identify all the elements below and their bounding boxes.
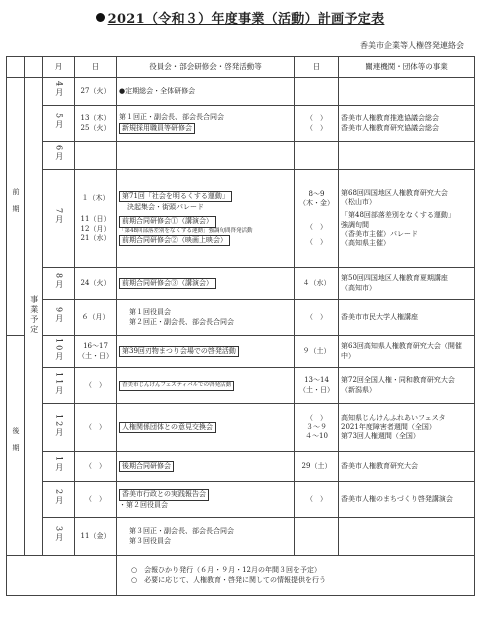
activity-cell: 人権関係団体との意見交換会 [117, 404, 295, 452]
ext-day-cell: （ ） （ ） [295, 106, 339, 142]
table-row [7, 170, 475, 268]
month-cell: 4月 [43, 78, 75, 106]
day-cell: （ ） [75, 368, 117, 404]
related-cell: 第63回高知県人権教育研究大会（開催中） [339, 336, 475, 368]
activity-cell: 香美市じんけんフェスティバルでの啓発活動 [117, 368, 295, 404]
related-cell: 香美市人権教育推進協議会総会 香美市人権教育研究協議会総会 [339, 106, 475, 142]
ext-day-cell: ９（土） [295, 336, 339, 368]
month-cell: 7月 [43, 170, 75, 268]
day-cell: 27（火） [75, 78, 117, 106]
day-cell: ６（月） [75, 300, 117, 336]
month-cell: 2月 [43, 482, 75, 518]
activity-cell: 前期合同研修会③（講演会） [117, 268, 295, 300]
day-cell: 16～17 （土・日） [75, 336, 117, 368]
header-related: 關連機関・団体等の事業 [339, 57, 475, 78]
ext-day-cell [295, 78, 339, 106]
organization-name: 香美市企業等人権啓発連絡会 [360, 41, 464, 50]
header-day: 日 [75, 57, 117, 78]
header-month: 月 [43, 57, 75, 78]
month-cell: 10月 [43, 336, 75, 368]
ext-day-cell: （ ） [295, 300, 339, 336]
month-cell: 8月 [43, 268, 75, 300]
activity-cell [117, 142, 295, 170]
activity-cell: 香美市行政との実践報告会 ・第２回役員会 [117, 482, 295, 518]
table-row [7, 268, 475, 300]
table-row [7, 336, 475, 368]
ext-day-cell: （ ） ３～９ ４～10 [295, 404, 339, 452]
ext-day-cell [295, 518, 339, 556]
ext-day-cell: 8～9 （木・金） （ ） （ ） [295, 170, 339, 268]
notes-row [7, 556, 475, 596]
table-row [7, 106, 475, 142]
plan-cell [25, 78, 43, 556]
related-cell: 第72回全国人権・同和教育研究大会 （新潟県） [339, 368, 475, 404]
related-cell [339, 518, 475, 556]
related-cell [339, 78, 475, 106]
ext-day-cell: ４（水） [295, 268, 339, 300]
period-second-cell [7, 336, 25, 556]
ext-day-cell: （ ） [295, 482, 339, 518]
note-item: ○ 会報ひかり発行（６月・９月・12月の年間３回を予定） [131, 566, 322, 575]
header-row [7, 57, 475, 78]
month-cell: 11月 [43, 368, 75, 404]
note-item: ○ 必要に応じて、人権教育・啓発に関しての情報提供を行う [131, 575, 326, 584]
table-row [7, 300, 475, 336]
day-cell: （ ） [75, 482, 117, 518]
period-second: 後期 [12, 426, 21, 461]
activity-cell: 第１回正・副会長、部会長合同会 新規採用職員等研修会 [117, 106, 295, 142]
day-cell: 11（金） [75, 518, 117, 556]
related-cell: 香美市人権のまちづくり啓発講演会 [339, 482, 475, 518]
period-first-cell [7, 78, 25, 336]
day-cell: 13（木） 25（火） [75, 106, 117, 142]
day-cell [75, 142, 117, 170]
activity-cell: 第71回「社会を明るくする運動」 決起集会・街頭パレード 前期合同研修会①（講演会） 「第48回部落差別をなくする運動」強調旬間啓発活動 前期合同研修会②（映画上映会） [117, 170, 295, 268]
month-cell: 6月 [43, 142, 75, 170]
bullet-dot-icon [96, 13, 105, 22]
day-cell: １（木） 11（日） 12（月） 21（水） [75, 170, 117, 268]
header-blank-1 [7, 57, 25, 78]
activity-cell: 第39回刃物まつり会場での啓発活動 [117, 336, 295, 368]
ext-day-cell: 29（土） [295, 452, 339, 482]
table-row [7, 368, 475, 404]
table-row [7, 78, 475, 106]
activity-cell: ●定期総会・全体研修会 [117, 78, 295, 106]
related-cell: 第68回四国地区人権教育研究大会 （松山市） 「第48回部落差別をなくする運動」 強調旬間 （香美市主催）パレード （高知県主催） [339, 170, 475, 268]
table-row [7, 518, 475, 556]
day-cell: （ ） [75, 404, 117, 452]
period-plan: 事業予定 [29, 294, 39, 335]
related-cell: 高知県じんけんふれあいフェスタ 2021年度障害者週間（全国） 第73回人権週間（全国） [339, 404, 475, 452]
activity-cell: 後期合同研修会 [117, 452, 295, 482]
ext-day-cell [295, 142, 339, 170]
schedule-table [6, 56, 475, 596]
month-cell: 12月 [43, 404, 75, 452]
month-cell: 9月 [43, 300, 75, 336]
header-blank-2 [25, 57, 43, 78]
table-row [7, 452, 475, 482]
related-cell [339, 142, 475, 170]
table-row [7, 404, 475, 452]
notes-blank-cell [7, 556, 117, 596]
header-activity: 役員会・部会研修会・啓発活動等 [117, 57, 295, 78]
month-cell: 5月 [43, 106, 75, 142]
related-cell: 第50回四国地区人権教育夏期講座 （高知市） [339, 268, 475, 300]
table-row [7, 482, 475, 518]
period-first: 前期 [12, 187, 21, 222]
activity-cell: 第３回正・副会長、部会長合同会 第３回役員会 [117, 518, 295, 556]
page-title: 2021（令和３）年度事業（活動）計画予定表 [0, 8, 480, 27]
day-cell: 24（火） [75, 268, 117, 300]
activity-cell: 第１回役員会 第２回正・副会長、部会長合同会 [117, 300, 295, 336]
ext-day-cell: 13～14 （土・日） [295, 368, 339, 404]
header-ext-day: 日 [295, 57, 339, 78]
month-cell: 1月 [43, 452, 75, 482]
day-cell: （ ） [75, 452, 117, 482]
related-cell: 香美市市民大学人権講座 [339, 300, 475, 336]
notes-cell [117, 556, 475, 596]
table-row [7, 142, 475, 170]
related-cell: 香美市人権教育研究大会 [339, 452, 475, 482]
month-cell: 3月 [43, 518, 75, 556]
